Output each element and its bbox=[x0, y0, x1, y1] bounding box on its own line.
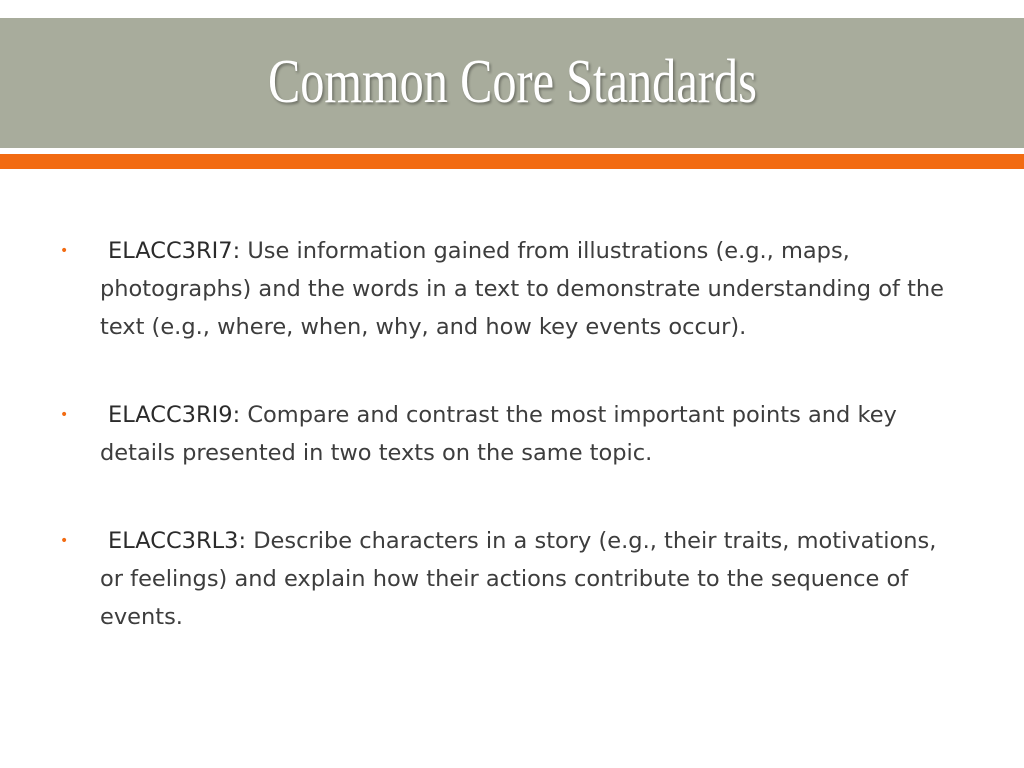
standard-code: ELACC3RI7: bbox=[108, 238, 241, 264]
bullet-dot-icon: • bbox=[60, 243, 69, 259]
standard-text: Use information gained from illustrations (e.g., maps, photographs) and the words in a text to demonstrate understanding of the text (e.g., where, when, why, and how key events occur). bbox=[100, 238, 945, 340]
bullet-item-elacc3ri7 bbox=[60, 232, 960, 346]
standard-text: Describe characters in a story (e.g., their traits, motivations, or feelings) and explain how their actions contribute to the sequence of events. bbox=[100, 528, 937, 630]
standard-code: ELACC3RL3: bbox=[108, 528, 247, 554]
title-band bbox=[0, 18, 1024, 148]
bullet-item-elacc3ri9 bbox=[60, 396, 960, 472]
bullet-dot-icon: • bbox=[60, 533, 69, 549]
standard-code: ELACC3RI9: bbox=[108, 402, 241, 428]
bullet-dot-icon: • bbox=[60, 407, 69, 423]
accent-bar bbox=[0, 154, 1024, 169]
bullet-item-elacc3rl3 bbox=[60, 522, 960, 636]
bullet-list bbox=[60, 232, 960, 686]
slide-title: Common Core Standards bbox=[267, 47, 757, 116]
standard-text: Compare and contrast the most important points and key details presented in two texts on the same topic. bbox=[100, 402, 897, 466]
